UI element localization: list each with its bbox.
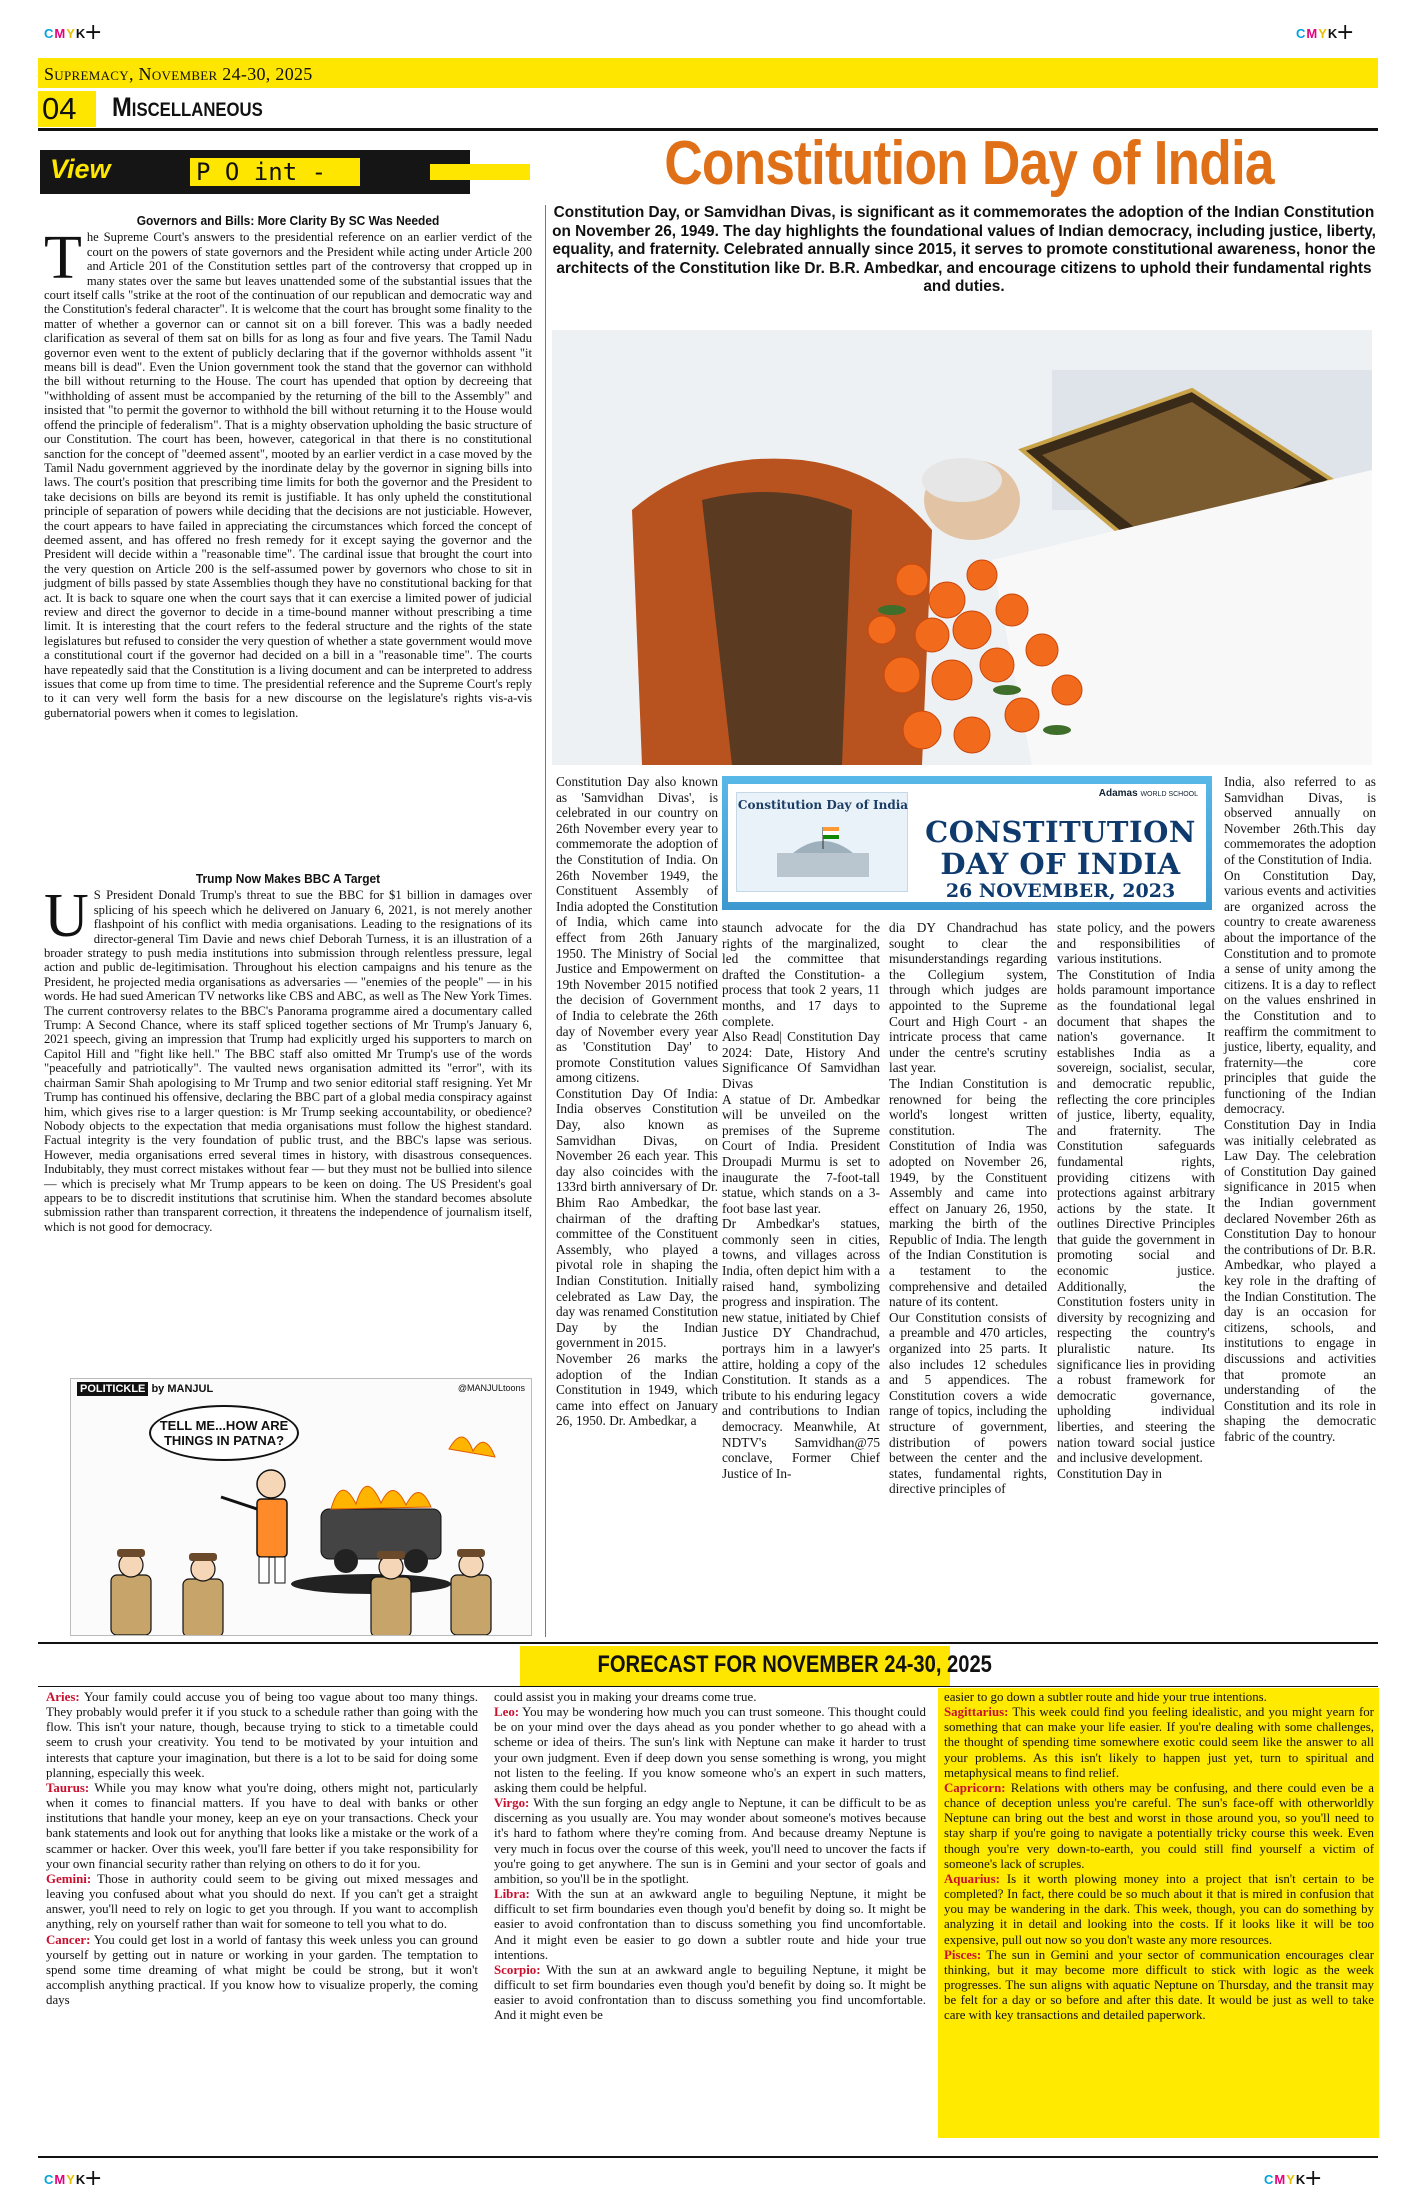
horoscope-text: The sun in Gemini and your sector of communication encourages clear thinking, but it may become more difficult to stick with logic as the week progresses. The sun aligns with aquatic Neptune on Thursday, and the transit may be felt for a day or so before and after this date. It would be just as well to take care with key transactions and detailed paperwork. bbox=[944, 1947, 1374, 2023]
feature-column-1: Constitution Day also known as 'Samvidhan Divas', is celebrated in our country on 26th November every year to commemorate the adoption of the Constitution of India. On 26th November 1949, the Constituent Assembly of India adopted the Constitution of India, which came into effect from 26th January 1950. The Ministry of Social Justice and Empowerment on 19th November 2015 notified the decision of Government of India to celebrate the 26th day of November every year as 'Constitution Day' to promote Constitution values among citizens. Constitution Day Of India: India observes Constitution Day, also known as Samvidhan Divas, on November 26 each year. This day also coincides with the 133rd birth anniversary of Dr. Bhim Rao Ambedkar, the chairman of the drafting committee of the Constituent Assembly, who played a pivotal role in shaping the Indian Constitution. Initially celebrated as Law Day, the day was renamed Constitution Day by the Indian government in 2015. November 26 marks the adoption of the Indian Constitution in 1949, which came into effect on January 26, 1950. Dr. Ambedkar, a bbox=[556, 774, 718, 1429]
crosshair-icon: + bbox=[1336, 20, 1355, 45]
mini-card-title: Constitution Day of India bbox=[737, 798, 909, 812]
parliament-icon bbox=[737, 793, 909, 893]
horoscope-text: You could get lost in a world of fantasy this week unless you can ground yourself by getting out in nature or working in your garden. The temptation to spend some time dreaming of what might be could be strong, but it won't accomplish anything practical. If you know how to visualize properly, the coming days bbox=[46, 1932, 478, 2008]
zodiac-sign: Pisces: bbox=[944, 1947, 982, 1962]
horoscope-text: Your family could accuse you of being too vague about too many things. They probably would prefer it if you stuck to a schedule rather than going with the flow. This isn't your nature, though, because trying to stick to a timetable could seem to crush your creativity. You tend to be motivated by your intuition and interests that capture your imagination, but there is a lot to be said for doing some planning, especially this week. bbox=[46, 1690, 478, 1780]
forecast-top-rule bbox=[38, 1642, 1378, 1644]
feature-column-2: staunch advocate for the rights of the marginalized, led the committee that drafted the Constitution- a process that took 2 years, 11 months, and 17 days to complete. Also Read| Constitution Day 2024: Date, History And Significance Of Samvidhan Divas A statue of Dr. Ambedkar will be unveiled on the premises of the Supreme Court of India. President Droupadi Murmu is set to inaugurate the 7-foot-tall statue, which stands on a 3-foot base last year. Dr Ambedkar's statues, commonly seen in cities, towns, and villages across India, often depict him with a raised hand, symbolizing progress and inspiration. The new statue, initiated by Chief Justice DY Chandrachud, portrays him in a lawyer's attire, holding a copy of the Constitution. It stands as a tribute to his enduring legacy and contributions to Indian democracy. Meanwhile, At NDTV's Samvidhan@75 conclave, Former Chief Justice of In- bbox=[722, 920, 880, 1481]
feature-column-5: India, also referred to as Samvidhan Divas, is observed annually on November 26th.This day commemorates the adoption of the Constitution of India. On Constitution Day, various events and activities are organized across the country to create awareness about the importance of the Constitution and to promote a sense of unity among the citizens. It is a day to reflect on the values enshrined in the Constitution and to reaffirm the commitment to justice, liberty, equality, and fraternity—the core principles that guide the functioning of the Indian democracy. Constitution Day in India was initially celebrated as Law Day. The celebration of Constitution Day gained significance in 2015 when the Indian government declared November 26th as Constitution Day to honour the contributions of Dr. B.R. Ambedkar, who played a key role in the drafting of the Indian Constitution. The day is an occasion for citizens, schools, and institutions to engage in discussions and activities that promote an understanding of the Constitution and its role in shaping the democratic fabric of the country. bbox=[1224, 774, 1376, 1444]
horoscope-text: With the sun at an awkward angle to beguiling Neptune, it might be difficult to set firm boundaries even though you'd benefit by doing so. It might be easier to avoid confrontation than to discuss something you find uncomfortable. And it might even be easier to go down a subtler route and hide your true intentions. bbox=[494, 1887, 926, 1962]
editorial-body: he Supreme Court's answers to the presidential reference on an earlier verdict of the court on the powers of state governors and the President while acting under Article 200 and Article 201 of the Constitution settles part of the controversy that cropped up in many states over the same but leaves unattended some of the substantial issues that the court itself calls "strike at the root of the continuation of our republican and democratic way and the Constitution's federal character". It is welcome that the court has brought some finality to the matter of whether a governor can or cannot sit on a bill forever. This was a badly needed clarification as several of them sat on bills for as long as four and five years. The Tamil Nadu governor even went to the extent of publicly declaring that if the governor withholds assent "it means bill is dead". Even the Union government took the stand that the governor can withhold the bill without returning to the House. The court has upended that option by decreeing that "withholding of assent must be accompanied by the returning of the bill to the Assembly" and insisted that "to permit the governor to withhold the bill without returning it to the House would offend the principle of federalism". That is a mighty observation upholding the basic structure of our Constitution. The court has been, however, categorical in that there is no constitutional sanction for the concept of "deemed assent", mooted by an earlier verdict in a case moved by the Tamil Nadu government aggrieved by the inordinate delay by the governor in signing bills into laws. The court's position that prescribing time limits for both the governor and the President to take decisions on bills are beyond its remit is justifiable. It has only upheld the constitutional principle of separation of powers while deciding that the decisions are not justiciable. However, the court appears to have failed in appreciating the circumstances which forced the concept of deemed assent, and has offered no fresh remedy for it except saying the governor and the President will decide within a "reasonable time". The cardinal issue that brought the court into the very question on Article 200 is the self-assumed power by governors who chose to sit in judgment of bills passed by state Assemblies though they have no constitutional backing for that act. It is back to square one when the court says that it can exercise a limited power of judicial review and direct the governor to decide in a time-bound manner without prescribing a time limit. It is interesting that the court refers to the federal structure and the rights of the state legislatures but refused to consider the very question of whether a state government would move a constitutional court if the governor had decided on a bill in a "reasonable time". The courts have repeatedly said that the Constitution is a living document and can be interpreted to address issues that come up from time to time. The presidential reference and the Supreme Court's reply to it can very well form the basis for a new discourse on the legislature's rights vis-a-vis gubernatorial powers when it comes to legislation. bbox=[44, 230, 532, 720]
forecast-rule bbox=[38, 1686, 1378, 1687]
zodiac-sign: Scorpio: bbox=[494, 1962, 541, 1977]
horoscope-text: easier to go down a subtler route and hide your true intentions. bbox=[944, 1690, 1267, 1704]
viewpoint-label-view: View bbox=[50, 154, 111, 184]
page-number: 04 bbox=[38, 91, 96, 127]
editorial-body: S President Donald Trump's threat to sue the BBC for $1 billion in damages over splicing of his speech which he delivered on January 6, 2021, is not merely another flashpoint of his conflict with media organisations. Leading to the resignations of its director-general Tim Davie and news chief Deborah Turness, it is an illustration of a broader strategy to push media institutions into submission through relentless pressure, legal action and public de-legitimisation. Throughout his election campaigns and his tenure as the President, he projected media organisations as adversaries — "enemies of the people" — in his words. He had sued American TV networks like CBS and ABC, as well as The New York Times. The current controversy relates to the BBC's Panorama programme aired a documentary called Trump: A Second Chance, where its staff spliced together sections of Mr Trump's January 6, 2021 speech, giving an impression that Trump had explicitly urged his supporters to march on Capitol Hill and "fight like hell." The BBC staff also omitted Mr Trump's use of the words "peacefully and patriotically". The vaulted news organisation admitted its "error", with its chairman Samir Shah apologising to Mr Trump and two senior editorial staff resigning. Yet Mr Trump has continued his offensive, declaring the BBC part of a global media conspiracy against him, which gives rise to a larger question: is Mr Trump seeking accountability, or obedience? Nobody objects to the expectation that media organisations must follow the highest standard. Factual integrity is the very foundation of public trust, and the BBC's lapse was serious. However, media organisations erred several times in history, with disastrous consequences. Indubitably, they must correct mistakes without fear — but they must not be bullied into silence — which is precisely what Mr Trump appears to be keen on doing. The US President's goal appears to be to discredit institutions that scrutinise him. When the standard becomes absolute submission rather than transparent correction, it threatens the independence of journalism itself, which is not good for democracy. bbox=[44, 888, 532, 1234]
horoscope-text: Those in authority could seem to be giving out mixed messages and leaving you confused about what you should do next. If you can't get a straight answer, you'll need to rely on logic to get you through. If you want to accomplish anything, rely on yourself rather than wait for someone to tell you what to do. bbox=[46, 1871, 478, 1932]
dateline-bar bbox=[38, 58, 1378, 88]
zodiac-sign: Gemini: bbox=[46, 1871, 92, 1886]
registration-mark-top-left: CMYK bbox=[44, 26, 87, 41]
cartoon-illustration bbox=[71, 1379, 532, 1636]
political-cartoon bbox=[70, 1378, 532, 1636]
zodiac-sign: Virgo: bbox=[494, 1796, 530, 1811]
crosshair-icon: + bbox=[1304, 2166, 1323, 2191]
zodiac-sign: Sagittarius: bbox=[944, 1705, 1009, 1720]
horoscope-text: With the sun at an awkward angle to beguiling Neptune, it might be difficult to set firm boundaries even though you'd benefit by doing so. It might be easier to avoid confrontation than to discuss something you find uncomfortable. And it might even be bbox=[494, 1962, 926, 2023]
constitution-day-banner bbox=[722, 776, 1212, 910]
zodiac-sign: Taurus: bbox=[46, 1780, 90, 1795]
forecast-column-2 bbox=[494, 1690, 926, 2023]
zodiac-sign: Aries: bbox=[46, 1690, 80, 1704]
column-rule bbox=[545, 205, 546, 1637]
horoscope-text: You may be wondering how much you can trust someone. This thought could be on your mind over the days ahead as you ponder whether to go ahead with a scheme or idea of theirs. The sun's link with Neptune can make it harder to trust your own judgment. Even if deep down you sense something is wrong, you might not listen to the feeling. If you know someone who's an expert in such matters, asking them could be helpful. bbox=[494, 1705, 927, 1795]
zodiac-sign: Leo: bbox=[494, 1705, 520, 1720]
banner-card bbox=[728, 784, 1206, 902]
horoscope-text: This week could find you feeling idealistic, and you might yearn for something that can make your life easier. If you're dealing with some challenges, the thought of spending time somewhere exotic could seem like the answer to all your problems. As this isn't likely to happen just yet, turn to spiritual and metaphysical means to find relief. bbox=[944, 1705, 1374, 1780]
horoscope-text: could assist you in making your dreams come true. bbox=[494, 1690, 757, 1704]
feature-photo bbox=[552, 330, 1372, 765]
banner-yellow-stripe bbox=[430, 164, 530, 180]
zodiac-sign: Aquarius: bbox=[944, 1871, 1000, 1886]
viewpoint-banner bbox=[40, 150, 530, 194]
crosshair-icon: + bbox=[84, 20, 103, 45]
dropcap: T bbox=[44, 224, 82, 293]
forecast-column-1 bbox=[46, 1690, 478, 2008]
cartoon-handle: @MANJULtoons bbox=[457, 1383, 525, 1393]
registration-mark-bottom-right: CMYK bbox=[1264, 2172, 1307, 2187]
banner-mini-card bbox=[736, 792, 908, 892]
registration-mark-bottom-left: CMYK bbox=[44, 2172, 87, 2187]
crosshair-icon: + bbox=[84, 2166, 103, 2191]
horoscope-text: With the sun forging an edgy angle to Neptune, it can be difficult to be as discerning as you usually are. You may wonder about someone's motives because it's hard to fathom where they're coming from. And because dreamy Neptune is very much in focus over the course of this week, you'll need to uncover the facts if you're going to get anywhere. The sun is in Gemini and your sector of goals and ambition, so you'll be in the spotlight. bbox=[494, 1796, 927, 1886]
feature-deck: Constitution Day, or Samvidhan Divas, is significant as it commemorates the adoption of the Indian Constitution on November 26, 1949. The day highlights the foundational values of Indian democracy, including justice, liberty, equality, and fraternity. Celebrated annually since 2015, it serves to promote constitutional awareness, honor the architects of the Constitution like Dr. B.R. Ambedkar, and encourage citizens to uphold their fundamental rights and duties. bbox=[552, 204, 1376, 295]
horoscope-text: Relations with others may be confusing, and there could even be a chance of deception unless you're careful. The sun's face-off with otherworldly Neptune can bring out the best and worst in those around you, so you'll need to stay sharp if you're going to navigate a potentially tricky course this week. Even though you're very down-to-earth, you could still find yourself a victim of someone's lack of scruples. bbox=[944, 1780, 1374, 1871]
cartoon-credit: POLITICKLE by MANJUL bbox=[77, 1383, 213, 1395]
editorial-title: Governors and Bills: More Clarity By SC Was Needed bbox=[136, 213, 440, 228]
forecast-column-3 bbox=[944, 1690, 1374, 2023]
banner-title: CONSTITUTION DAY OF INDIA bbox=[925, 815, 1196, 881]
editorial-title: Trump Now Makes BBC A Target bbox=[195, 871, 381, 886]
horoscope-text: While you may know what you're doing, others might not, particularly when it comes to financial matters. If you have to deal with banks or other institutions that handle your money, keep an eye on your transactions. Check your bank statements and look out for anything that looks like a mistake or the work of a scammer or hacker. Over this week, you'll fare better if you take responsibility for your own financial security rather than relying on others to do it for you. bbox=[46, 1780, 478, 1871]
forecast-heading: FORECAST FOR NOVEMBER 24-30, 2025 bbox=[597, 1651, 992, 1678]
banner-date: 26 NOVEMBER, 2023 bbox=[945, 880, 1176, 902]
dropcap: U bbox=[44, 882, 89, 951]
registration-mark-top-right: CMYK bbox=[1296, 26, 1339, 41]
feature-column-4: state policy, and the powers and responsibilities of various institutions. The Constitution of India holds paramount importance as the foundational legal document that shapes the nation's governance. It establishes India as a sovereign, socialist, secular, and democratic republic, reflecting the core principles of justice, liberty, equality, and fraternity. The Constitution safeguards fundamental rights, providing citizens with protections against arbitrary actions by the state. It outlines Directive Principles that guide the government in promoting social and economic justice. Additionally, the Constitution fosters unity in diversity by recognizing and respecting the country's pluralistic nature. Its significance lies in providing a robust framework for democratic governance, upholding individual liberties, and steering the nation toward social justice and inclusive development. Constitution Day in bbox=[1057, 920, 1215, 1481]
zodiac-sign: Capricorn: bbox=[944, 1780, 1006, 1795]
zodiac-sign: Libra: bbox=[494, 1887, 530, 1902]
viewpoint-label-point: P O int - bbox=[190, 158, 360, 186]
feature-headline: Constitution Day of India bbox=[664, 129, 1274, 198]
photo-prime-minister-bowing bbox=[552, 330, 1372, 765]
editorial-governors bbox=[44, 214, 532, 720]
zodiac-sign: Cancer: bbox=[46, 1932, 91, 1947]
footer-rule bbox=[38, 2156, 1378, 2158]
feature-column-3: dia DY Chandrachud has sought to clear the misunderstandings regarding the Collegium system, through which judges are appointed to the Supreme Court and High Court - an intricate process that came under the centre's scrutiny last year. The Indian Constitution is renowned for being the world's longest written constitution. The Constitution of India was adopted on November 26, 1949, by the Constituent Assembly and came into effect on January 26, 1950, marking the birth of the Republic of India. The length of the Indian Constitution is a testament to the comprehensive and detailed nature of its content. Our Constitution consists of a preamble and 470 articles, organized into 25 parts. It also includes 12 schedules and 5 appendices. The Constitution covers a wide range of topics, including the structure of government, distribution of powers between the center and the states, fundamental rights, directive principles of bbox=[889, 920, 1047, 1497]
section-title: Miscellaneous bbox=[112, 92, 263, 122]
horoscope-text: Is it worth plowing money into a project that isn't certain to be completed? In fact, there could be so much about it that is mired in confusion that you may be wandering in the dark. This week, though, you can do something by analyzing it in detail and looking into the costs. If it looks like it will be too expensive, pull out now so you don't waste any more resources. bbox=[944, 1871, 1374, 1947]
speech-bubble: TELL ME...HOW ARE THINGS IN PATNA? bbox=[149, 1405, 299, 1461]
dateline: Supremacy, November 24-30, 2025 bbox=[44, 64, 313, 84]
school-logo: Adamas WORLD SCHOOL bbox=[1098, 788, 1198, 799]
editorial-trump-bbc bbox=[44, 872, 532, 1234]
